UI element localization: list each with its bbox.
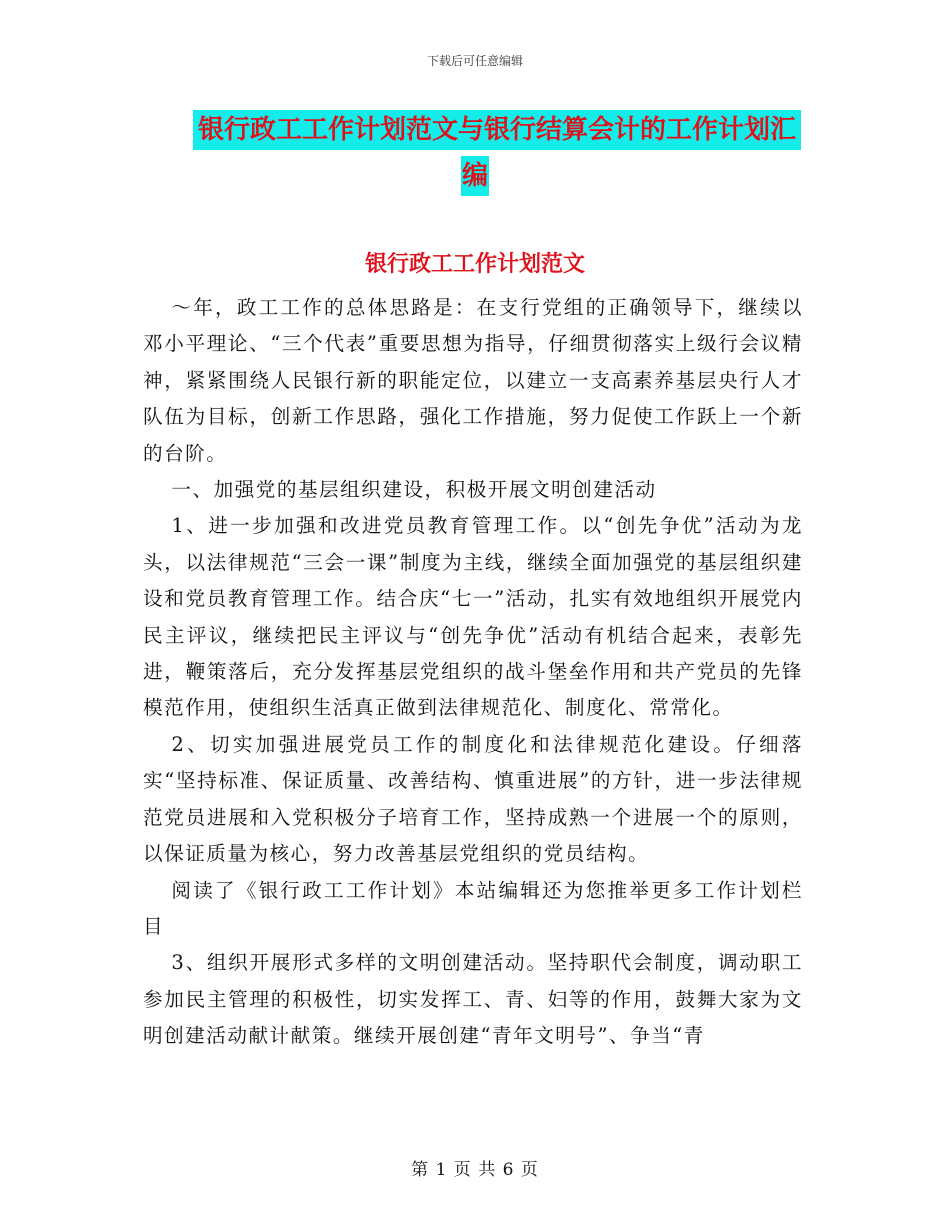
page-number: 第 1 页 共 6 页 [411,1160,539,1180]
document-title-line-1: 银行政工工作计划范文与银行结算会计的工作计划汇 [193,110,801,150]
recommendation-paragraph: 阅读了《银行政工工作计划》本站编辑还为您推举更多工作计划栏目 [143,878,803,938]
item-3-paragraph: 3、组织开展形式多样的文明创建活动。坚持职代会制度，调动职工参加民主管理的积极性，切实发挥工、青、妇等的作用，鼓舞大家为文明创建活动献计献策。继续开展创建“青年文明号”、争当“青 [143,951,803,1048]
heading-paragraph: 一、加强党的基层组织建设，积极开展文明创建活动 [171,478,657,502]
document-title-line-2: 编 [461,156,489,196]
section-title: 银行政工工作计划范文 [364,252,585,277]
page-header-note: 下载后可任意编辑 [426,54,523,68]
intro-paragraph: ～年，政工工作的总体思路是：在支行党组的正确领导下，继续以邓小平理论、“三个代表”重要思想为指导，仔细贯彻落实上级行会议精神，紧紧围绕人民银行新的职能定位，以建立一支高素养基层央行人才队伍为目标，创新工作思路，强化工作措施，努力促使工作跃上一个新的台阶。 [143,296,803,465]
item-2-paragraph: 2、切实加强进展党员工作的制度化和法律规范化建设。仔细落实“坚持标准、保证质量、改善结构、慎重进展”的方针，进一步法律规范党员进展和入党积极分子培育工作，坚持成熟一个进展一个的原则，以保证质量为核心，努力改善基层党组织的党员结构。 [143,732,803,866]
item-1-paragraph: 1、进一步加强和改进党员教育管理工作。以“创先争优”活动为龙头，以法律规范“三会一课”制度为主线，继续全面加强党的基层组织建设和党员教育管理工作。结合庆“七一”活动，扎实有效地组织开展党内民主评议，继续把民主评议与“创先争优”活动有机结合起来，表彰先进，鞭策落后，充分发挥基层党组织的战斗堡垒作用和共产党员的先锋模范作用，使组织生活真正做到法律规范化、制度化、常常化。 [143,514,803,720]
document-body [143,290,803,1055]
